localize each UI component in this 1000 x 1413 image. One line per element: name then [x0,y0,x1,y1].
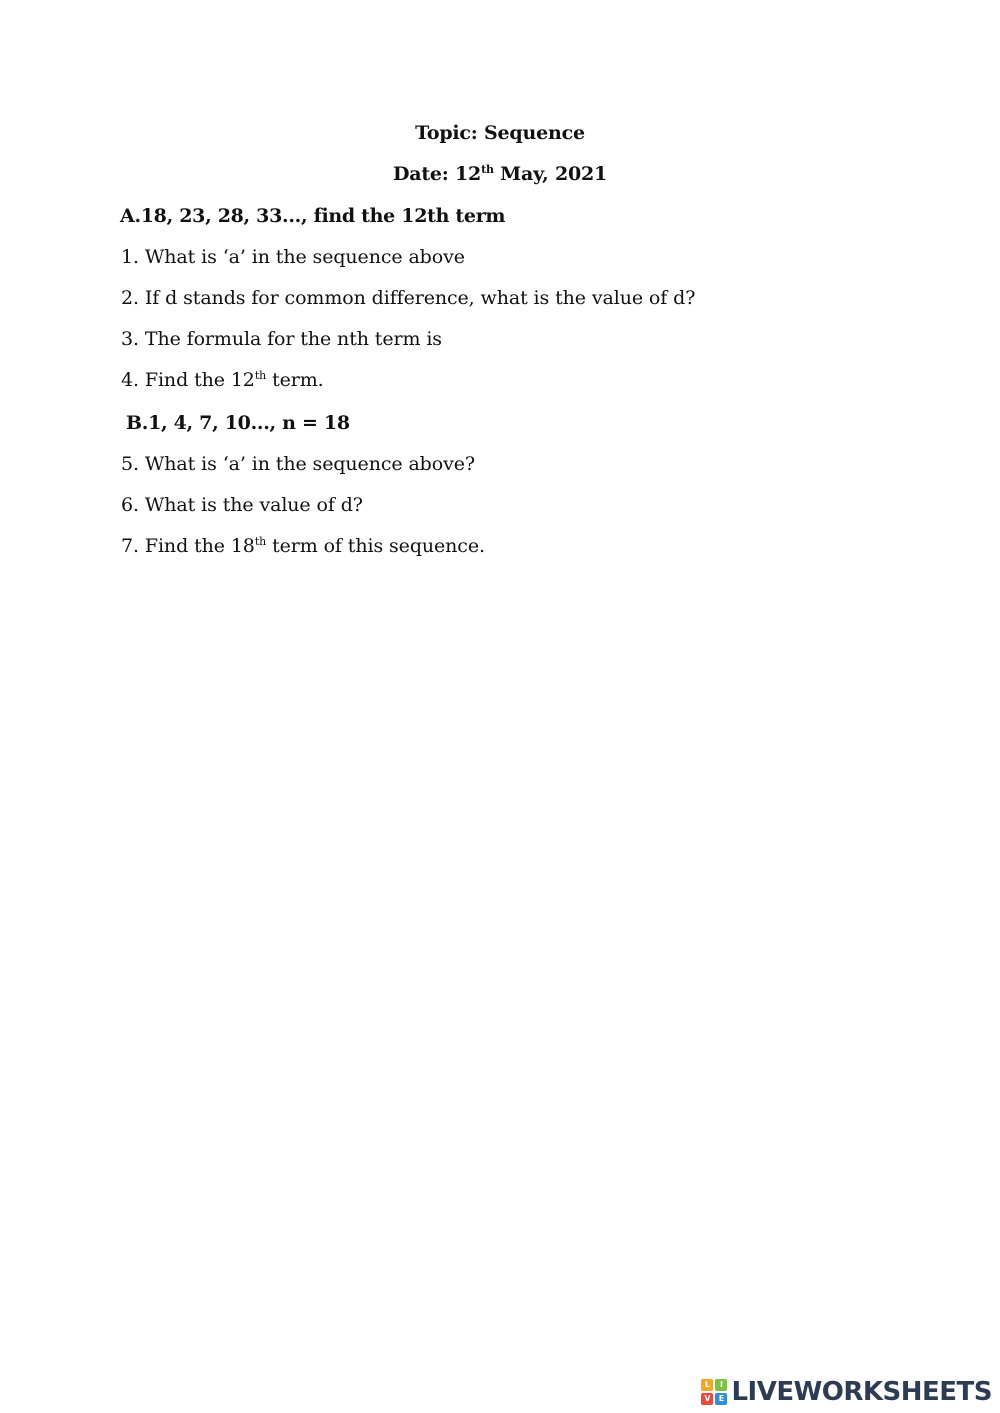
date-suffix: May, 2021 [493,163,608,185]
question-7-prefix: 7. Find the 18 [121,535,255,557]
question-7 [121,535,485,557]
logo-tile-v: V [701,1393,713,1405]
question-2: 2. If d stands for common difference, what is the value of d? [121,287,696,309]
question-4-superscript: th [254,369,267,382]
section-a-heading: A.18, 23, 28, 33..., find the 12th term [120,205,506,227]
question-4 [121,369,324,391]
section-b-heading: B.1, 4, 7, 10..., n = 18 [126,412,350,434]
question-3: 3. The formula for the nth term is [121,328,442,350]
liveworksheets-brand [701,1377,992,1407]
logo-tile-l: L [701,1379,713,1391]
question-4-suffix: term. [266,369,324,391]
logo-tile-i: I [715,1379,727,1391]
date-line [0,163,1000,185]
question-7-superscript: th [254,535,267,548]
question-7-suffix: term of this sequence. [266,535,485,557]
question-4-prefix: 4. Find the 12 [121,369,255,391]
liveworksheets-logo-icon [701,1379,727,1405]
brand-text: LIVEWORKSHEETS [731,1377,992,1407]
question-6: 6. What is the value of d? [121,494,363,516]
topic-title: Topic: Sequence [415,122,585,144]
question-5: 5. What is ‘a’ in the sequence above? [121,453,475,475]
date-superscript: th [481,163,494,176]
logo-tile-e: E [715,1393,727,1405]
question-1: 1. What is ‘a’ in the sequence above [121,246,465,268]
date-prefix: Date: 12 [392,163,482,185]
